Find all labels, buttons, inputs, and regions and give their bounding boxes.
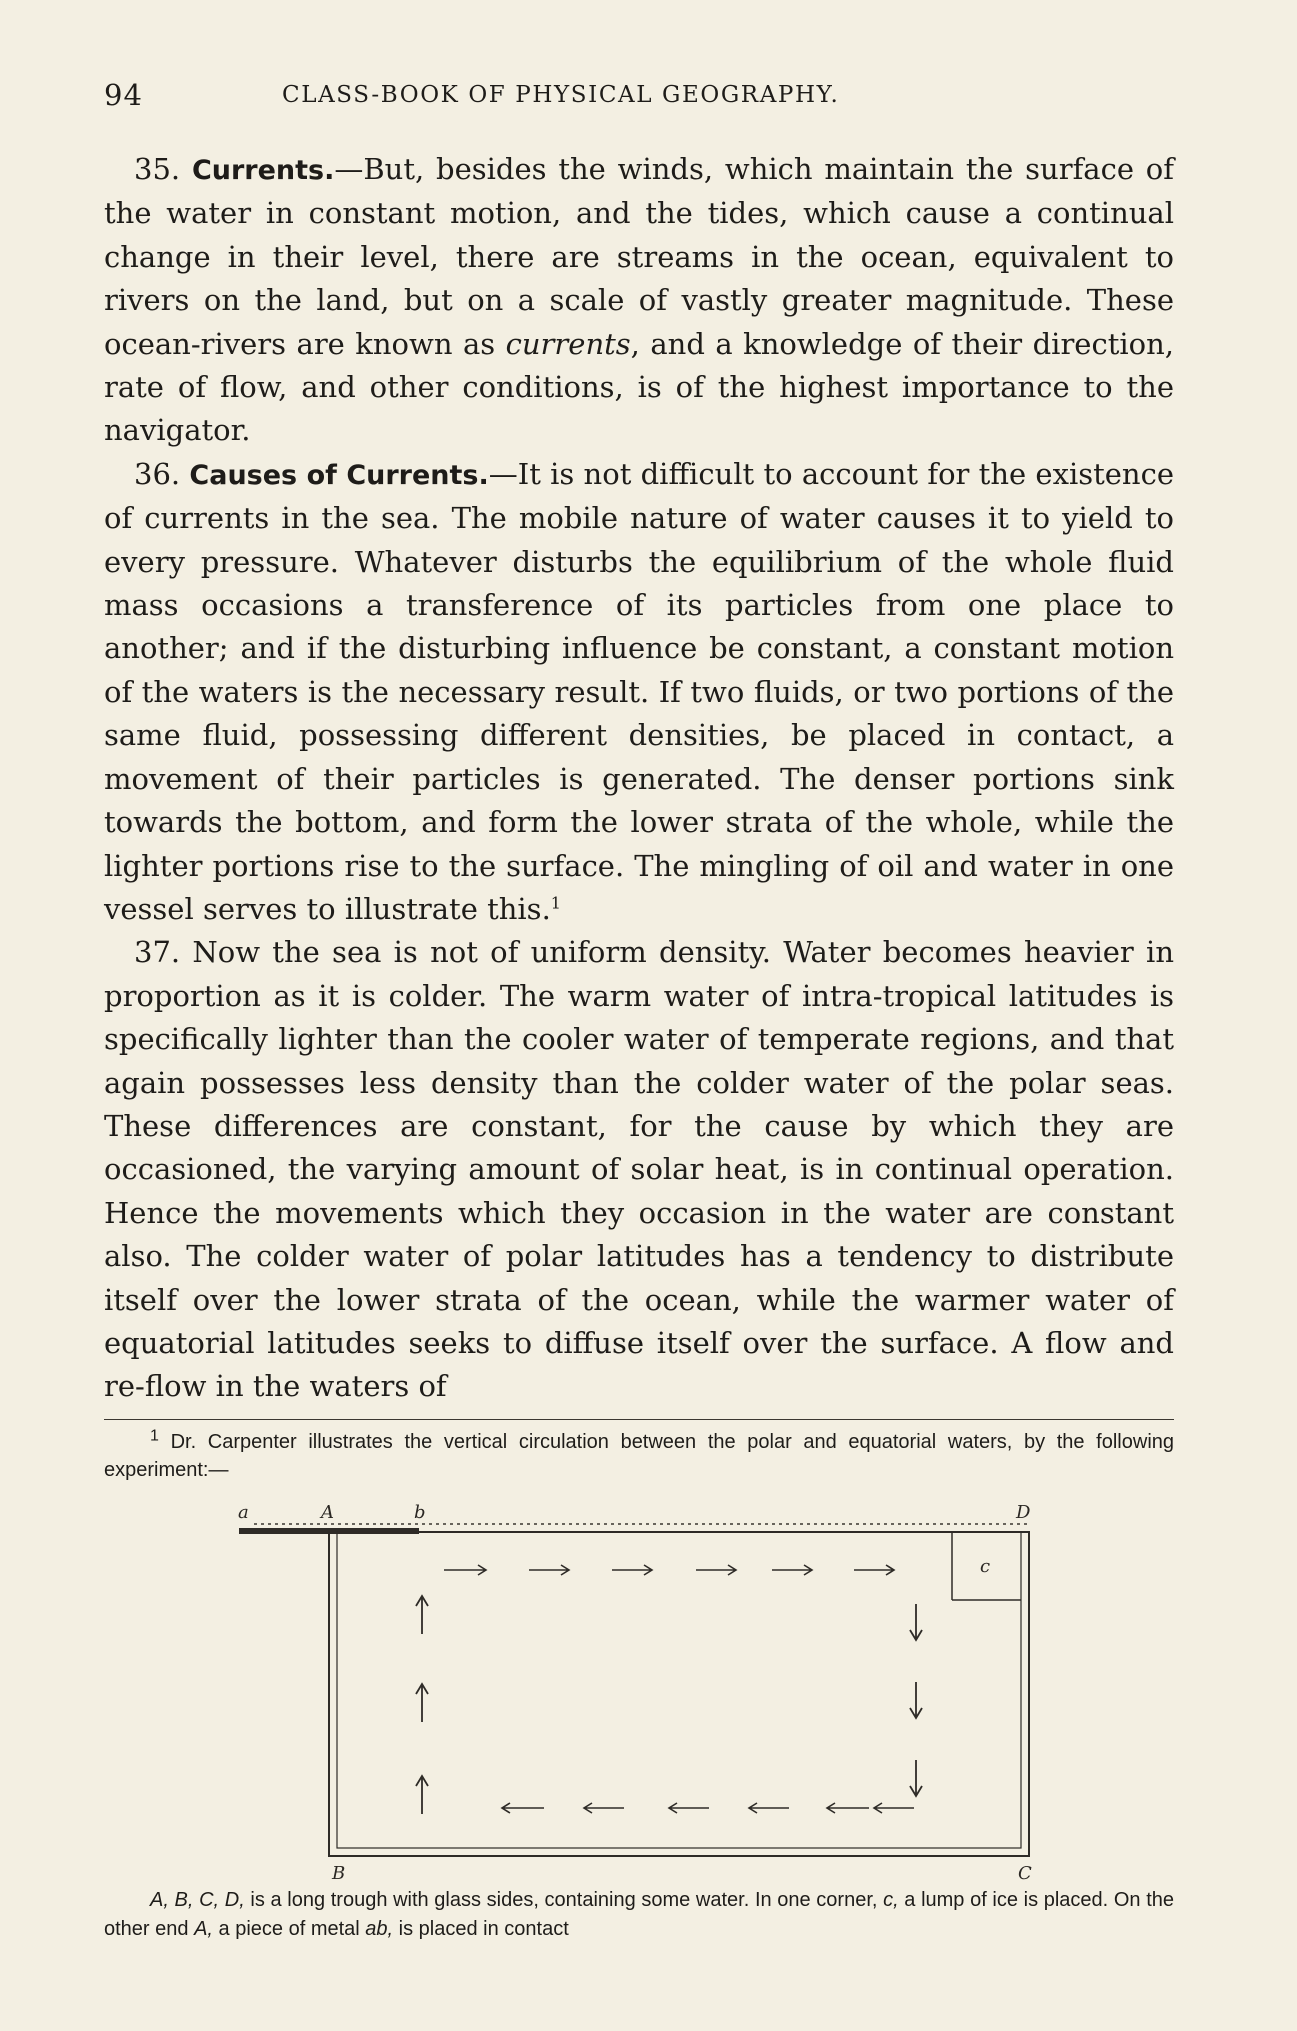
footnote-text: Dr. Carpenter illustrates the vertical circulation between the polar and equatorial waters, by the following experiment:— [104,1430,1175,1481]
paragraph-35 [104,148,1174,453]
paragraph-text: —But, besides the winds, which maintain the surface of the water in constant motion, and the tides, which cause a continual change in their level, there are streams in the ocean, equivalent to rivers on the land, but on a scale of vastly greater magnitude. These ocean-rivers are known as [104,152,1174,361]
paragraph-text: Now the sea is not of uniform density. Water becomes heavier in proportion as it is colder. The warm water of intra-tropical latitudes is specifically lighter than the cooler water of temperate regions, and that again possesses less density than the colder water of the polar seas. These differences are constant, for the cause by which they are occasioned, the varying amount of solar heat, is in continual operation. Hence the movements which they occasion in the water are constant also. The colder water of polar latitudes has a tendency to distribute itself over the lower strata of the ocean, while the warmer water of equatorial latitudes seeks to diffuse itself over the surface. A flow and re-flow in the waters of [104,935,1174,1404]
caption-text: is a long trough with glass sides, containing some water. In one corner, [244,1888,884,1911]
page-number: 94 [104,78,143,112]
body-text [104,148,1174,1409]
paragraph-37 [104,931,1174,1408]
running-title: CLASS-BOOK OF PHYSICAL GEOGRAPHY. [282,82,840,108]
label-C: C [1018,1862,1032,1884]
caption-label: A, B, C, D, [150,1888,245,1911]
italic-term: currents [505,326,631,361]
ascending-flow-arrows [416,1596,428,1814]
label-c: c [980,1555,991,1577]
footnote-divider [104,1419,1174,1420]
section-heading: Currents. [191,155,335,186]
caption-label: c, [883,1888,899,1911]
paragraph-number: 35. [134,152,181,186]
caption-label: ab, [365,1917,394,1940]
footnote [104,1428,1174,1484]
caption-text: is placed in contact [393,1917,569,1940]
footnote-reference[interactable]: 1 [550,893,561,913]
caption-text: a piece of metal [212,1917,366,1940]
caption-text: a lump of ice is placed. On the other end [104,1888,1174,1940]
paragraph-36 [104,453,1174,931]
paragraph-number: 37. [134,935,181,970]
trough-figure [104,1494,1174,1884]
page-header [104,78,1174,118]
footnote-marker: 1 [150,1427,159,1445]
book-page [104,78,1174,1944]
caption-label: A, [194,1917,213,1940]
label-B: B [332,1862,346,1884]
surface-flow-arrows [444,1565,894,1575]
label-A: A [321,1501,334,1523]
trough-inner [337,1532,1021,1848]
label-a: a [238,1501,249,1523]
section-heading: Causes of Currents. [189,459,489,491]
bottom-flow-arrows [502,1803,914,1813]
label-b: b [414,1501,426,1523]
paragraph-text: —It is not difficult to account for the existence of currents in the sea. The mobile nature of water causes it to yield to every pressure. Whatever disturbs the equilibrium of the whole fluid mass occasions a transference of its particles from one place to another; and if the disturbing influence be constant, a constant motion of the waters is the necessary result. If two fluids, or two portions of the same fluid, possessing different densities, be placed in contact, a movement of their particles is generated. The denser portions sink towards the bottom, and form the lower strata of the whole, while the lighter portions rise to the surface. The mingling of oil and water in one vessel serves to illustrate this. [104,456,1175,926]
descending-flow-arrows [910,1604,922,1796]
trough-diagram [104,1494,1174,1884]
paragraph-number: 36. [134,456,181,491]
label-D: D [1016,1501,1031,1523]
paragraph-text: , and a knowledge of their direction, rate of flow, and other conditions, is of the highest importance to the navigator. [104,326,1174,448]
figure-caption [104,1886,1174,1944]
